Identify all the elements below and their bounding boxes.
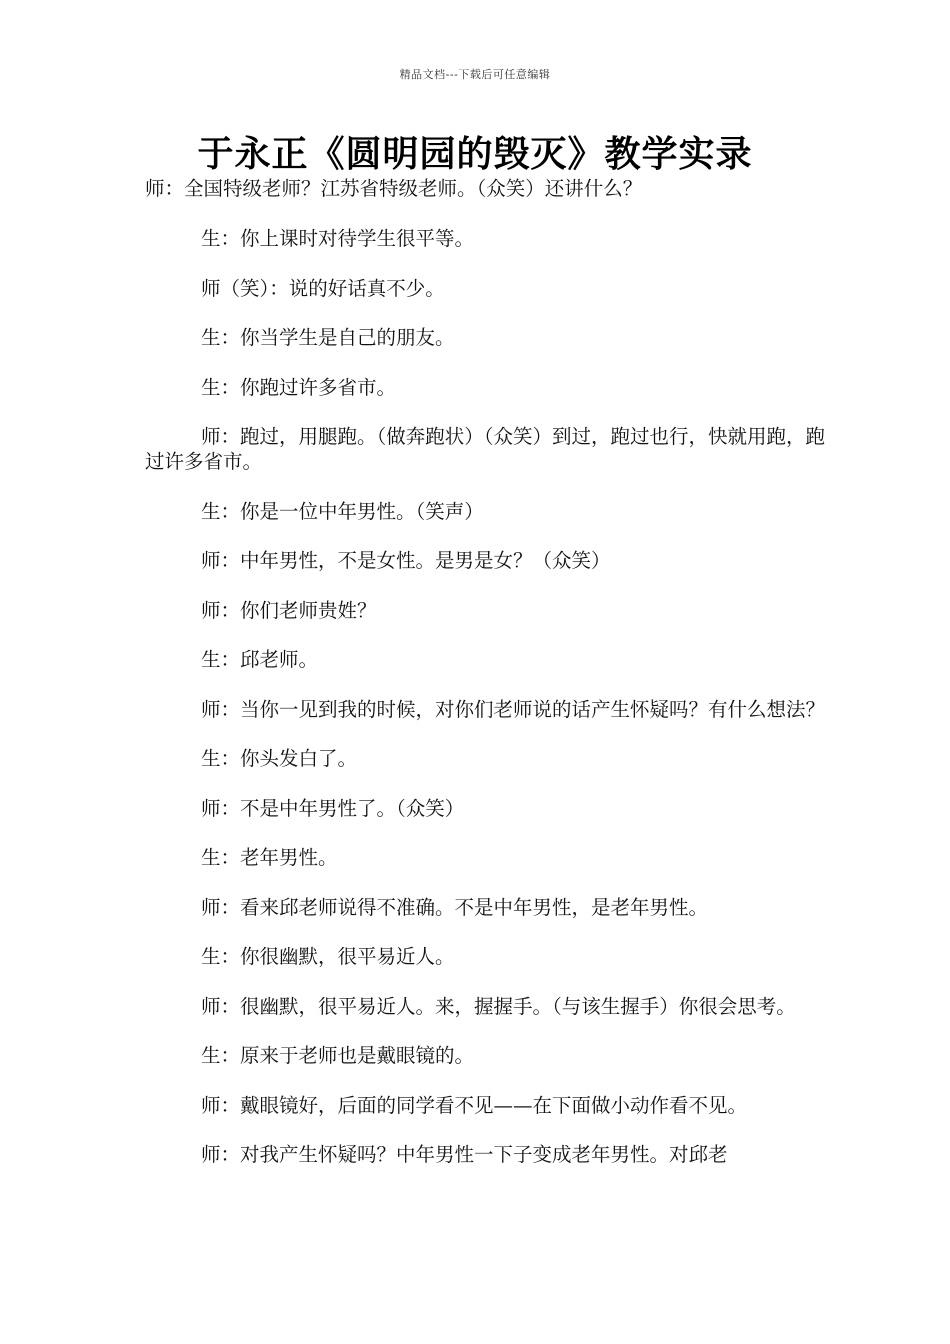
paragraph: 师（笑）：说的好话真不少。 [201,276,445,300]
paragraph: 生：你上课时对待学生很平等。 [201,227,475,250]
document-title: 于永正《圆明园的毁灭》教学实录 [197,133,753,175]
paragraph: 生：你头发白了。 [201,747,358,770]
paragraph: 生：你是一位中年男性。（笑声） [201,499,484,523]
transcript-body [145,176,825,1192]
paragraph: 师：很幽默，很平易近人。来，握握手。（与该生握手）你很会思考。 [201,994,796,1018]
paragraph: 师：不是中年男性了。（众笑） [201,796,465,820]
paragraph: 师：对我产生怀疑吗？中年男性一下子变成老年男性。对邱老 [201,1143,728,1166]
paragraph: 师：全国特级老师？江苏省特级老师。（众笑）还讲什么？ [145,177,643,200]
paragraph: 生：邱老师。 [201,648,319,671]
paragraph: 师：中年男性，不是女性。是男是女？（众笑） [201,549,611,572]
page-header: 精品文档---下载后可任意编辑 [399,68,551,81]
paragraph: 师：跑过，用腿跑。（做奔跑状）（众笑）到过，跑过也行，快就用跑，跑过许多省市。 [145,425,826,473]
paragraph: 生：老年男性。 [201,846,338,869]
paragraph: 生：原来于老师也是戴眼镜的。 [201,1044,475,1067]
paragraph: 生：你很幽默，很平易近人。 [201,945,455,968]
paragraph: 生：你跑过许多省市。 [201,375,397,399]
paragraph: 师：戴眼镜好，后面的同学看不见——在下面做小动作看不见。 [201,1093,748,1117]
paragraph: 师：看来邱老师说得不准确。不是中年男性，是老年男性。 [201,895,709,919]
paragraph: 生：你当学生是自己的朋友。 [201,326,455,349]
paragraph: 师：你们老师贵姓？ [201,598,377,622]
paragraph: 师：当你一见到我的时候，对你们老师说的话产生怀疑吗？有什么想法？ [201,697,826,721]
